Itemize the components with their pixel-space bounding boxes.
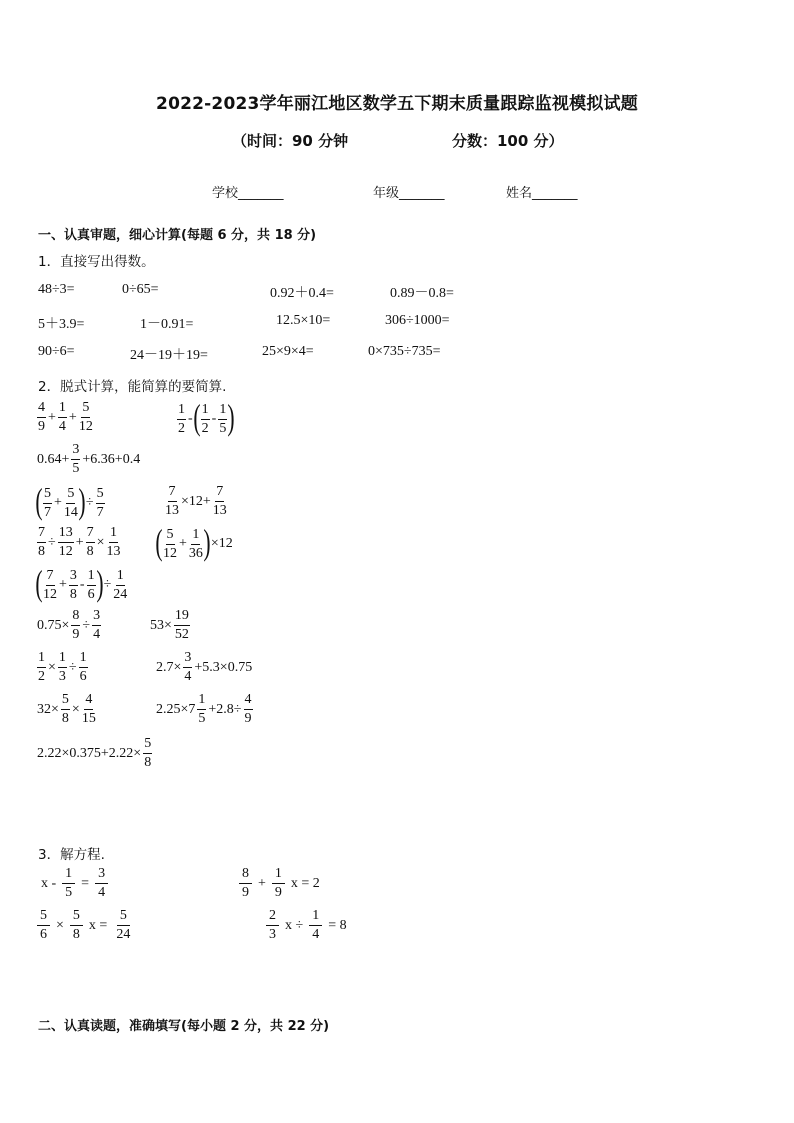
fraction [37,401,46,434]
numerator: 3 [69,569,78,586]
calc-item: 24－19＋19= [130,348,208,363]
expression-text: + [68,409,77,425]
denominator: 4 [93,627,101,642]
numerator: 1 [62,867,75,884]
name-field[interactable]: 姓名_______ [506,186,578,201]
q2-label: 2．脱式计算，能简算的要简算. [38,379,227,395]
expression-3 [36,443,141,476]
denominator: 13 [212,503,227,518]
expression-text: × [56,917,64,933]
denominator: 5 [219,420,227,436]
denominator: 4 [98,885,106,900]
denominator: 2 [178,420,185,436]
expression-4 [35,481,106,521]
numerator: 1 [218,403,227,420]
fraction [43,487,52,520]
denominator: 15 [81,711,96,726]
expression-text: ÷ [103,577,112,592]
fraction [71,609,80,642]
numerator: 19 [174,609,190,626]
numerator: 5 [166,528,175,545]
expression-text: - [211,411,217,426]
denominator: 12 [78,419,93,434]
expression-text: ÷ [85,495,94,510]
expression-14 [155,693,254,726]
q1-label: 1．直接写出得数。 [38,254,155,270]
numerator: 3 [183,651,192,668]
numerator: 1 [201,403,210,420]
numerator: 5 [81,401,90,418]
numerator: 1 [272,867,285,884]
expression-15 [36,737,153,770]
calc-item: 12.5×10= [276,313,331,328]
calc-item: 0×735÷735= [368,344,441,359]
calc-item: 5＋3.9= [38,317,85,332]
parenthesis: ) [78,481,86,521]
fraction [95,867,108,900]
expression-text: ÷ [48,534,56,550]
equation-2 [238,867,325,900]
expression-10 [149,609,191,642]
fraction [174,609,190,642]
denominator: 3 [269,927,276,942]
denominator: 14 [63,504,78,520]
parenthesis: ( [193,397,201,437]
denominator: 6 [87,586,95,602]
fraction [218,403,227,436]
calc-item: 25×9×4= [262,344,314,359]
denominator: 5 [198,711,206,726]
calc-item: 0÷65= [122,282,159,297]
fraction [113,909,133,942]
fraction [79,401,93,434]
exam-score: 分数：100 分） [452,132,564,150]
denominator: 9 [72,627,80,642]
fraction [37,526,46,559]
fraction [244,693,253,726]
denominator: 13 [106,544,121,559]
expression-text: 2.25×7 [156,701,196,717]
numerator: 3 [95,867,108,884]
fraction [82,693,96,726]
expression-text: + [59,577,67,592]
numerator: 1 [177,403,186,420]
fraction [69,569,78,602]
equation-4 [265,909,352,942]
expression-text: 32× [37,701,59,717]
expression-text: 2.7× [156,659,182,675]
numerator: 4 [84,693,93,710]
numerator: 4 [37,401,46,418]
denominator: 6 [40,927,47,942]
q3-label: 3．解方程. [38,847,105,863]
numerator: 5 [70,909,83,926]
expression-6 [36,526,122,559]
expression-text: = [81,875,90,891]
numerator: 3 [92,609,101,626]
fraction [62,867,75,900]
expression-2 [176,397,235,437]
expression-text: x = 2 [290,875,320,891]
denominator: 12 [58,544,73,559]
denominator: 24 [116,927,131,942]
fraction [37,651,46,684]
calc-item: 48÷3= [38,282,75,297]
denominator: 9 [274,885,282,900]
expression-text: x - [41,875,57,891]
expression-text: - [188,411,193,426]
expression-text: 53× [150,617,172,633]
numerator: 5 [43,487,52,504]
expression-text: ÷ [68,659,77,675]
numerator: 1 [79,651,88,668]
denominator: 24 [113,586,128,602]
numerator: 5 [61,693,70,710]
numerator: 13 [58,526,74,543]
fraction [272,867,285,900]
fraction [92,609,101,642]
numerator: 1 [309,909,322,926]
numerator: 5 [117,909,130,926]
fraction [163,528,177,561]
expression-text: × [48,659,56,675]
expression-text: ×12 [210,536,233,551]
denominator: 7 [44,504,51,520]
denominator: 9 [244,711,252,726]
expression-1 [36,401,94,434]
numerator: 7 [37,526,46,543]
numerator: 8 [239,867,252,884]
equation-1 [36,867,109,900]
exam-time: （时间：90 分钟 [232,132,349,150]
numerator: 5 [96,487,105,504]
expression-5 [164,485,228,518]
grade-field[interactable]: 年级_______ [373,186,445,201]
fraction [96,487,105,520]
denominator: 36 [188,545,203,561]
expression-text: + [54,495,62,510]
fraction [113,569,127,602]
denominator: 5 [65,885,73,900]
numerator: 1 [58,651,67,668]
fraction [87,569,96,602]
denominator: 12 [43,586,57,602]
expression-text: x ÷ [285,917,304,933]
fraction [107,526,121,559]
fraction [309,909,322,942]
denominator: 8 [72,927,80,942]
numerator: 7 [168,485,177,502]
denominator: 4 [312,927,320,942]
expression-9 [36,609,102,642]
expression-text: 2.22×0.375+2.22× [37,745,142,761]
numerator: 7 [86,526,95,543]
school-field[interactable]: 学校_______ [212,186,284,201]
denominator: 8 [144,755,152,770]
expression-text: +6.36+0.4 [82,451,141,467]
expression-text: - [79,577,85,592]
denominator: 6 [79,669,87,684]
numerator: 3 [71,443,80,460]
expression-7 [155,522,234,562]
section1-heading: 一、认真审题，细心计算(每题 6 分，共 18 分) [38,228,317,243]
expression-text: + [179,536,187,551]
expression-text: + [48,409,56,425]
fraction [61,693,70,726]
fraction [143,737,152,770]
parenthesis: ( [35,481,43,521]
fraction [213,485,227,518]
denominator: 2 [38,669,45,684]
denominator: 3 [58,669,66,684]
numerator: 5 [37,909,50,926]
denominator: 13 [165,503,179,518]
expression-13 [36,693,97,726]
calc-item: 90÷6= [38,344,75,359]
section2-heading: 二、认真读题，准确填写(每小题 2 分，共 22 分) [38,1019,330,1034]
denominator: 9 [38,419,45,434]
equation-3 [36,909,134,942]
numerator: 8 [71,609,80,626]
fraction [183,651,192,684]
numerator: 7 [215,485,224,502]
fraction [58,526,74,559]
calc-item: 0.89－0.8= [390,286,454,301]
calc-item: 306÷1000= [385,313,450,328]
fraction [43,569,57,602]
expression-8 [35,563,128,603]
fraction [165,485,179,518]
numerator: 1 [191,528,200,545]
denominator: 9 [242,885,249,900]
expression-text: ×12+ [181,493,211,509]
fraction [197,693,206,726]
fraction [58,401,67,434]
numerator: 5 [143,737,152,754]
parenthesis: ) [95,563,104,603]
denominator: 4 [184,669,192,684]
fraction [58,651,67,684]
parenthesis: ) [227,397,235,437]
calc-item: 1－0.91= [140,317,194,332]
numerator: 5 [66,487,75,504]
expression-text: +5.3×0.75 [194,659,253,675]
expression-text: × [96,534,105,550]
fraction [64,487,78,520]
denominator: 12 [163,545,177,561]
parenthesis: ) [203,522,211,562]
expression-text: + [75,534,84,550]
numerator: 2 [266,909,279,926]
expression-text: ÷ [82,617,91,633]
denominator: 8 [61,711,69,726]
denominator: 8 [69,586,77,602]
expression-11 [36,651,89,684]
fraction [239,867,252,900]
expression-12 [155,651,253,684]
fraction [189,528,203,561]
exam-title: 2022-2023学年丽江地区数学五下期末质量跟踪监视模拟试题 [156,94,638,114]
expression-text: +2.8÷ [208,701,242,717]
denominator: 8 [86,544,94,559]
denominator: 2 [201,420,209,436]
numerator: 1 [109,526,118,543]
numerator: 1 [116,569,125,586]
numerator: 1 [37,651,46,668]
fraction [201,403,210,436]
fraction [266,909,279,942]
denominator: 4 [58,419,66,434]
parenthesis: ( [155,522,163,562]
expression-text: x = [88,917,108,933]
denominator: 7 [96,504,104,520]
fraction [177,403,186,436]
fraction [37,909,50,942]
expression-text: 0.64+ [37,451,70,467]
fraction [79,651,88,684]
denominator: 5 [72,461,80,476]
fraction [70,909,83,942]
numerator: 4 [244,693,253,710]
numerator: 1 [87,569,96,586]
expression-text: 0.75× [37,617,70,633]
numerator: 7 [46,569,55,586]
expression-text: + [258,875,266,891]
expression-text: = 8 [328,917,347,933]
calc-item: 0.92＋0.4= [270,286,334,301]
numerator: 1 [197,693,206,710]
numerator: 1 [58,401,67,418]
denominator: 8 [38,544,45,559]
parenthesis: ( [35,563,43,603]
expression-text: × [71,701,80,717]
fraction [71,443,80,476]
denominator: 52 [174,627,189,642]
fraction [86,526,95,559]
